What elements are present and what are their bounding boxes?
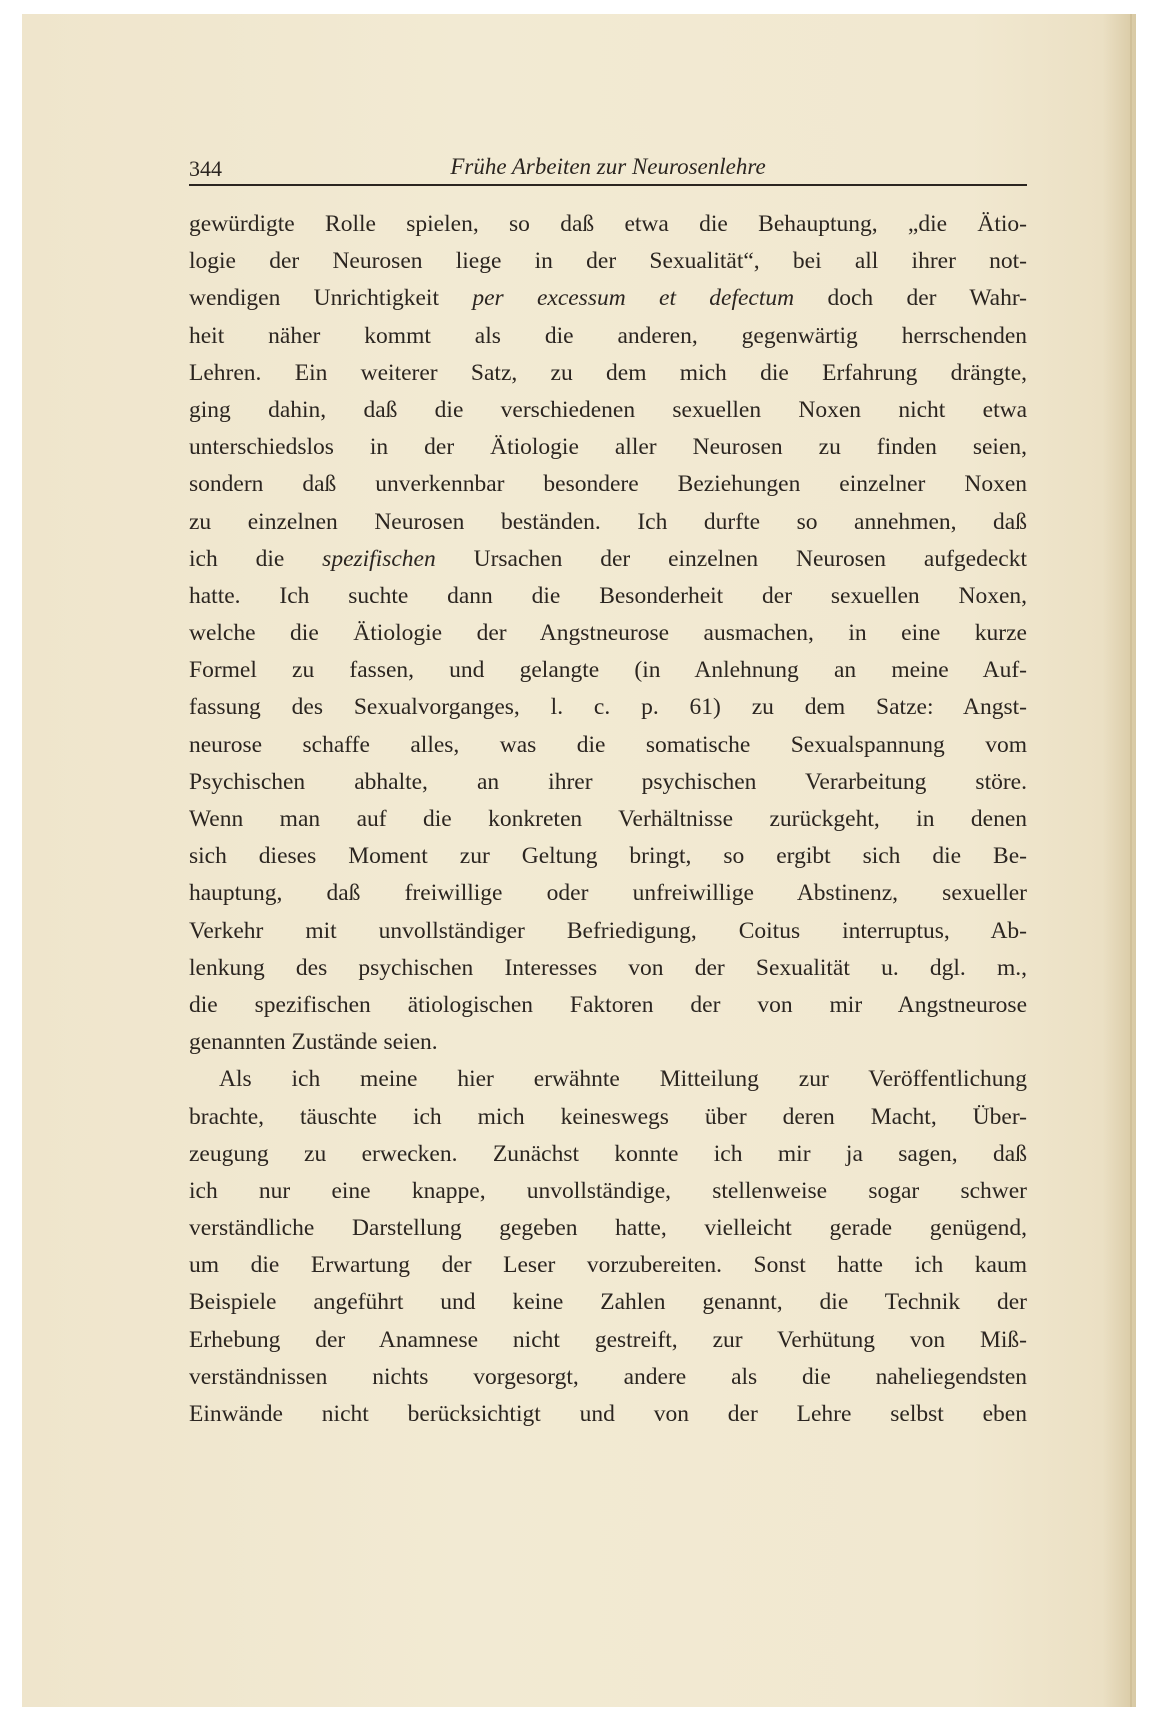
text-line [189, 689, 1027, 726]
text-segment: ich nur eine knappe, unvollständige, stellenweise sogar schwer [189, 1177, 1027, 1204]
text-line [189, 206, 1027, 243]
text-line [189, 1210, 1027, 1247]
text-line [189, 243, 1027, 280]
text-line [189, 950, 1027, 987]
text-line [189, 652, 1027, 689]
text-line [189, 429, 1027, 466]
text-line [189, 615, 1027, 652]
text-segment: lenkung des psychischen Interesses von der Sexualität u. dgl. m., [189, 954, 1027, 981]
page-number: 344 [189, 156, 222, 181]
text-line [189, 987, 1027, 1024]
text-segment: genannten Zustände seien. [189, 1029, 438, 1056]
text-line [189, 875, 1027, 912]
text-line [189, 913, 1027, 950]
text-line [189, 1173, 1027, 1210]
text-segment: doch der Wahr- [794, 285, 1027, 312]
text-segment: zu einzelnen Neurosen beständen. Ich durfte so annehmen, daß [189, 508, 1027, 535]
text-segment: sich dieses Moment zur Geltung bringt, so ergibt sich die Be- [189, 843, 1027, 870]
text-line [189, 1099, 1027, 1136]
text-segment: Beispiele angeführt und keine Zahlen genannt, die Technik der [189, 1289, 1027, 1316]
text-line [189, 838, 1027, 875]
text-line [189, 280, 1027, 317]
text-segment: Psychischen abhalte, an ihrer psychischen Verarbeitung störe. [189, 768, 1027, 795]
running-title: Frühe Arbeiten zur Neurosenlehre [450, 154, 766, 179]
italic-text: spezifischen [322, 545, 436, 572]
text-line [189, 1396, 1027, 1433]
text-line [189, 466, 1027, 503]
text-segment: welche die Ätiologie der Angstneurose ausmachen, in eine kurze [189, 620, 1027, 647]
text-segment: hatte. Ich suchte dann die Besonderheit der sexuellen Noxen, [189, 582, 1027, 609]
text-segment: ich die [189, 545, 323, 572]
text-segment: sondern daß unverkennbar besondere Beziehungen einzelner Noxen [189, 471, 1027, 498]
text-segment: die spezifischen ätiologischen Faktoren der von mir Angstneurose [189, 991, 1027, 1018]
text-segment: fassung des Sexualvorganges, l. c. p. 61) zu dem Satze: Angst- [189, 694, 1027, 721]
italic-text: per excessum et defectum [472, 285, 795, 312]
text-segment: wendigen Unrichtigkeit [189, 285, 473, 312]
header-rule [189, 184, 1027, 186]
text-line [189, 1061, 1027, 1098]
text-line [189, 764, 1027, 801]
body-text [189, 206, 1027, 1433]
text-segment: hauptung, daß freiwillige oder unfreiwillige Abstinenz, sexueller [189, 880, 1027, 907]
page-edge [1130, 14, 1132, 1707]
text-line [189, 1359, 1027, 1396]
text-line [189, 727, 1027, 764]
text-segment: zeugung zu erwecken. Zunächst konnte ich mir ja sagen, daß [189, 1140, 1027, 1167]
text-line [189, 318, 1027, 355]
text-line [189, 504, 1027, 541]
text-segment: Formel zu fassen, und gelangte (in Anlehnung an meine Auf- [189, 657, 1027, 684]
text-line [189, 1024, 1027, 1061]
text-line [189, 1247, 1027, 1284]
text-segment: neurose schaffe alles, was die somatische Sexualspannung vom [189, 731, 1027, 758]
text-segment: brachte, täuschte ich mich keineswegs über deren Macht, Über- [189, 1103, 1027, 1130]
text-segment: Wenn man auf die konkreten Verhältnisse zurückgeht, in denen [189, 806, 1027, 832]
text-segment: logie der Neurosen liege in der Sexualität“, bei all ihrer not- [189, 248, 1027, 275]
text-line [189, 1322, 1027, 1359]
text-line [189, 1284, 1027, 1321]
text-segment: Einwände nicht berücksichtigt und von der Lehre selbst eben [189, 1401, 1027, 1427]
text-segment: verständnissen nichts vorgesorgt, andere als die naheliegendsten [189, 1363, 1027, 1390]
text-segment: um die Erwartung der Leser vorzubereiten. Sonst hatte ich kaum [189, 1252, 1027, 1279]
text-segment: Als ich meine hier erwähnte Mitteilung zur Veröffentlichung [219, 1066, 1027, 1093]
text-line [189, 541, 1027, 578]
text-line [189, 355, 1027, 392]
text-segment: Ursachen der einzelnen Neurosen aufgedeckt [435, 545, 1027, 572]
text-segment: ging dahin, daß die verschiedenen sexuellen Noxen nicht etwa [189, 396, 1027, 423]
page-header [189, 152, 1027, 184]
text-line [189, 801, 1027, 838]
text-segment: Verkehr mit unvollständiger Befriedigung, Coitus interruptus, Ab- [189, 917, 1027, 944]
text-segment: Erhebung der Anamnese nicht gestreift, zur Verhütung von Miß- [189, 1326, 1027, 1353]
text-segment: verständliche Darstellung gegeben hatte, vielleicht gerade genügend, [189, 1215, 1027, 1242]
text-segment: Lehren. Ein weiterer Satz, zu dem mich die Erfahrung drängte, [189, 359, 1027, 386]
text-line [189, 392, 1027, 429]
text-segment: gewürdigte Rolle spielen, so daß etwa die Behauptung, „die Ätio- [189, 211, 1027, 237]
text-segment: heit näher kommt als die anderen, gegenwärtig herrschenden [189, 322, 1027, 349]
text-segment: unterschiedslos in der Ätiologie aller Neurosen zu finden seien, [189, 434, 1027, 461]
text-line [189, 1136, 1027, 1173]
text-line [189, 578, 1027, 615]
